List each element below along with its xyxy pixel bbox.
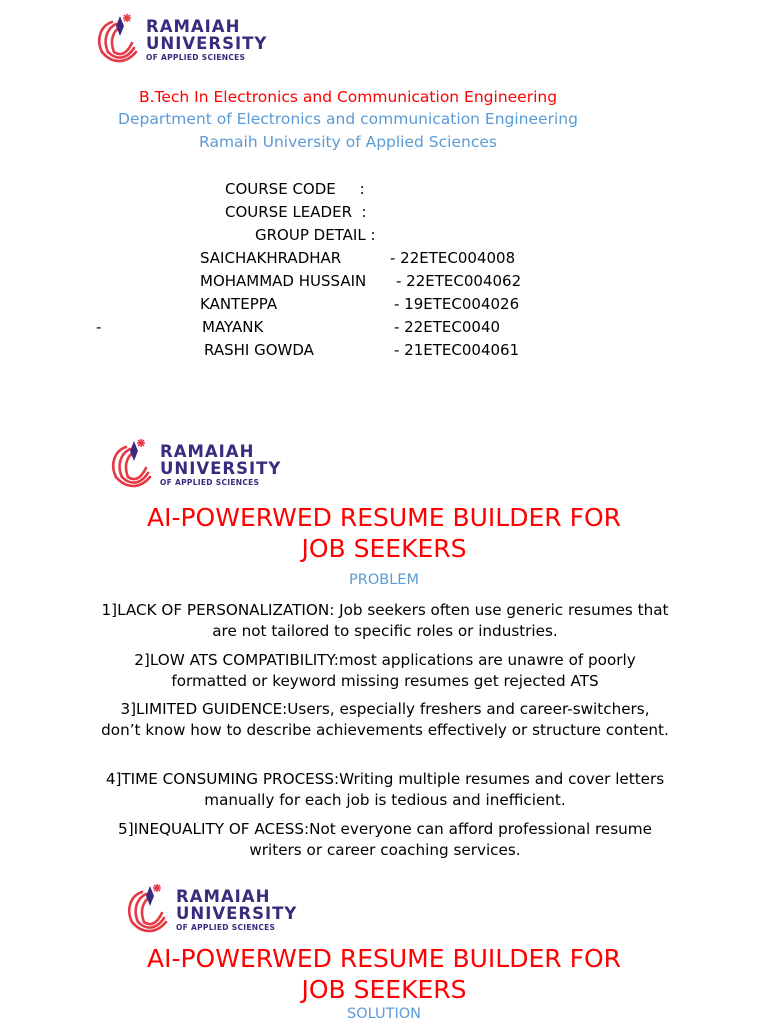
logo-line-3: OF APPLIED SCIENCES (146, 53, 246, 62)
university-emblem-icon (124, 882, 174, 938)
slide-title-line-2: JOB SEEKERS (301, 534, 467, 563)
stray-dash: - (96, 318, 102, 336)
member-id: - 22ETEC0040 (394, 318, 501, 336)
section-label-problem: PROBLEM (349, 572, 419, 588)
member-name: MAYANK (202, 318, 264, 336)
slide-title-line-1: AI-POWERWED RESUME BUILDER FOR (146, 503, 622, 532)
logo-line-1: RAMAIAH (160, 442, 255, 461)
logo-wordmark (146, 18, 267, 63)
logo-line-3: OF APPLIED SCIENCES (160, 478, 260, 487)
member-id: - 22ETEC004008 (390, 249, 516, 267)
logo-wordmark (176, 888, 297, 933)
logo-line-1: RAMAIAH (176, 887, 271, 906)
logo-line-2: UNIVERSITY (160, 459, 282, 478)
member-id: - 22ETEC004062 (396, 272, 522, 290)
department-name: Department of Electronics and communication Engineering (118, 110, 578, 128)
logo-line-2: UNIVERSITY (146, 34, 268, 53)
problem-item: 5]INEQUALITY OF ACESS:Not everyone can afford professional resume writers or career coaching services. (118, 820, 652, 859)
problem-item: 1]LACK OF PERSONALIZATION: Job seekers often use generic resumes that are not tailored to specific roles or industries. (101, 601, 669, 640)
logo-wordmark (160, 443, 281, 488)
section-label-solution: SOLUTION (347, 1006, 421, 1022)
member-id: - 19ETEC004026 (394, 295, 520, 313)
member-name: KANTEPPA (200, 295, 278, 313)
slide-title-line-2: JOB SEEKERS (301, 975, 467, 1004)
problem-item: 4]TIME CONSUMING PROCESS:Writing multiple resumes and cover letters manually for each job is tedious and inefficient. (105, 770, 665, 809)
slide-title (0, 502, 768, 564)
logo-line-3: OF APPLIED SCIENCES (176, 923, 276, 932)
member-name: SAICHAKHRADHAR (200, 249, 342, 267)
program-title: B.Tech In Electronics and Communication Engineering (138, 88, 558, 106)
member-id: - 21ETEC004061 (394, 341, 520, 359)
logo-line-1: RAMAIAH (146, 17, 241, 36)
university-emblem-icon (94, 12, 144, 68)
course-leader-label: COURSE LEADER : (225, 203, 367, 221)
slide-title (0, 943, 768, 1005)
logo-line-2: UNIVERSITY (176, 904, 298, 923)
member-name: MOHAMMAD HUSSAIN (200, 272, 367, 290)
university-name: Ramaih University of Applied Sciences (199, 133, 497, 151)
problem-item: 3]LIMITED GUIDENCE:Users, especially freshers and career-switchers, don’t know how to describe achievements effectively or structure content. (101, 700, 669, 739)
course-code-label: COURSE CODE : (225, 180, 365, 198)
university-emblem-icon (108, 437, 158, 493)
member-name: RASHI GOWDA (204, 341, 314, 359)
problem-item: 2]LOW ATS COMPATIBILITY:most applications are unawre of poorly formatted or keyword missing resumes get rejected ATS (134, 651, 636, 690)
slide-title-line-1: AI-POWERWED RESUME BUILDER FOR (146, 944, 622, 973)
group-detail-label: GROUP DETAIL : (255, 226, 376, 244)
